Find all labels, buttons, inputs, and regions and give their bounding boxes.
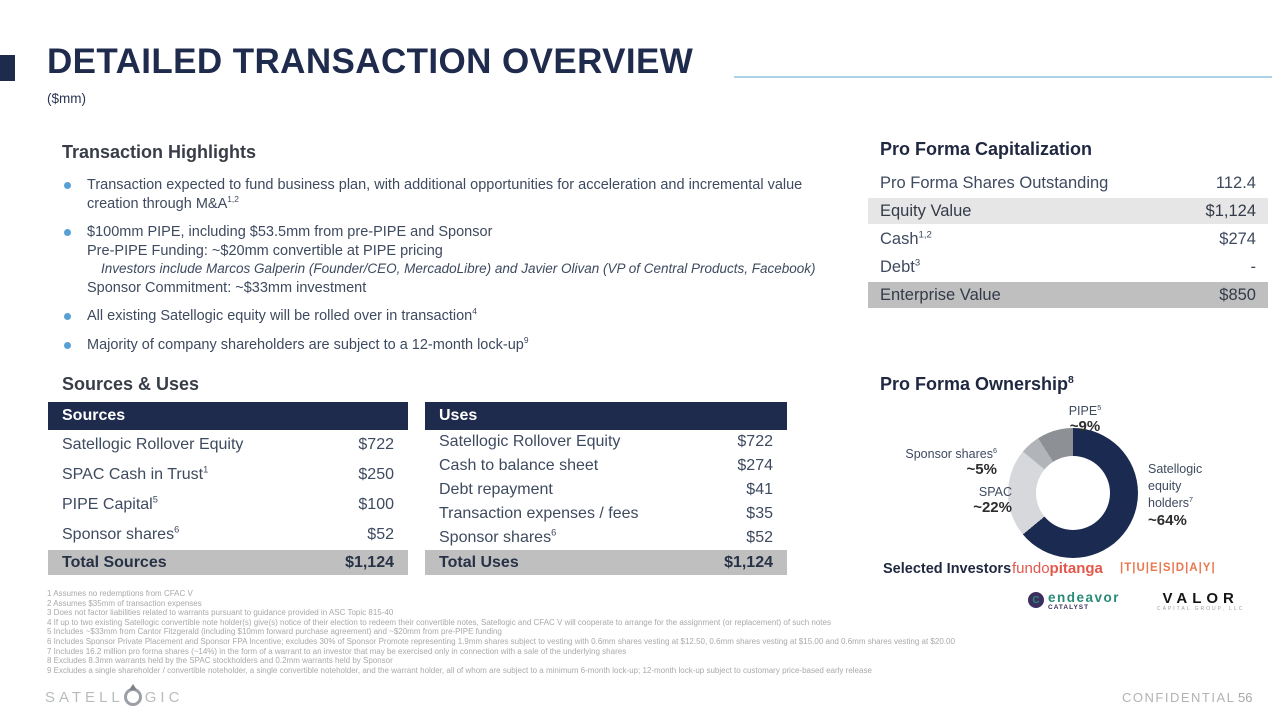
segment-label: Sponsor shares$^6$	[905, 445, 997, 461]
confidential-label: CONFIDENTIAL	[1122, 690, 1236, 705]
footnotes	[47, 589, 1257, 675]
selected-investors-label: Selected Investors	[883, 561, 1012, 577]
segment-pct: ~22%	[973, 499, 1012, 516]
row-label: Satellogic Rollover Equity	[62, 436, 244, 453]
segment-pct: ~5%	[966, 461, 997, 478]
row-value: $35	[746, 505, 773, 522]
sources-total-row	[48, 550, 408, 575]
segment-label: Satellogic equity holders$^7$	[1148, 462, 1203, 510]
sources-table-header: Sources	[48, 402, 408, 430]
highlight-bullet-1	[62, 176, 818, 213]
units-label: ($mm)	[47, 91, 86, 106]
segment-pct: ~9%	[1069, 418, 1101, 435]
highlight-2-line-4: Sponsor Commitment: ~$33mm investment	[87, 279, 367, 296]
ownership-donut	[1008, 428, 1138, 558]
row-label: Sponsor shares$^6$	[62, 524, 180, 543]
row-value: $100	[358, 496, 394, 513]
row-label: Total Uses	[439, 553, 519, 571]
row-label: Sponsor shares$^6$	[439, 527, 557, 546]
highlight-bullet-1-text	[87, 176, 818, 213]
tuesday-logo: |T|U|E|S|D|A|Y|	[1120, 562, 1216, 574]
table-row	[868, 254, 1268, 280]
uses-total-row	[425, 550, 787, 575]
donut-label-spac	[930, 484, 1012, 516]
highlight-2-investors-note: Investors include Marcos Galperin (Founder/CEO, MercadoLibre) and Javier Olivan (VP of Central Products, Facebook)	[101, 261, 816, 276]
footnote: 8 Excludes 8.3mm warrants held by the SPAC stockholders and 0.2mm warrants held by Sponsor	[47, 656, 393, 666]
row-label: Debt$^3$	[880, 257, 921, 276]
row-value: $52	[367, 526, 394, 543]
row-value: 112.4	[1215, 173, 1256, 192]
row-value: $250	[358, 466, 394, 483]
highlight-3-footref: 4	[472, 306, 477, 317]
donut-label-sponsor-shares	[897, 446, 997, 478]
row-label: SPAC Cash in Trust$^1$	[62, 464, 209, 483]
highlight-bullet-4-text	[87, 336, 529, 355]
valor-sub: CAPITAL GROUP, LLC	[1157, 606, 1245, 612]
table-row	[425, 526, 787, 550]
row-label: Pro Forma Shares Outstanding	[880, 173, 1109, 192]
highlight-bullet-2-text	[87, 223, 816, 297]
transaction-highlights-section	[62, 142, 818, 364]
footnote: 1 Assumes no redemptions from CFAC V	[47, 589, 193, 598]
row-value: $722	[737, 433, 773, 450]
highlight-4-footref: 9	[523, 334, 529, 345]
uses-table-header: Uses	[425, 402, 787, 430]
donut-hole	[1036, 456, 1110, 530]
segment-pct: ~64%	[1148, 512, 1187, 529]
footnote: 3 Does not factor liabilities related to warrants pursuant to guidance provided in ASC Topic 815-40	[47, 608, 394, 618]
transaction-highlights-title: Transaction Highlights	[62, 142, 257, 162]
footnote: 6 Includes Sponsor Private Placement and Sponsor FPA Incentive; excludes 30% of Sponsor Promote representing 1.9mm shares subject to vesting with 0.6mm shares vesting at $12.50, 0.6mm shares vesting at $15.00 and 0.6mm shares vesting at $20.00	[47, 636, 955, 646]
endeavor-sub: CATALYST	[1048, 604, 1090, 611]
table-row	[425, 454, 787, 478]
highlight-2-line-1: $100mm PIPE, including $53.5mm from pre-PIPE and Sponsor	[87, 224, 493, 240]
footnote: 7 Includes 16.2 million pro forma shares (~14%) in the form of a warrant to an investor that may be exercised only in connection with a sale of the underlying shares	[47, 646, 627, 656]
row-label: Transaction expenses / fees	[439, 505, 639, 522]
donut-label-satellogic-holders	[1148, 461, 1228, 529]
footnote: 9 Excludes a single shareholder / convertible noteholder, a single convertible noteholder, and the warrant holder, all of whom are subject to a minimum 6-month lock-up; 12-month lock-up subject to customary price-based early release	[47, 665, 872, 675]
capitalization-table	[868, 170, 1268, 310]
row-value: $41	[746, 481, 773, 498]
bullet-dot-icon	[64, 229, 71, 236]
table-row	[868, 198, 1268, 224]
footnote: 5 Includes ~$33mm from Cantor Fitzgerald (including $10mm forward purchase agreement) and ~$20mm from pre-PIPE funding	[47, 627, 502, 637]
table-row	[48, 430, 408, 460]
satellogic-logo-text-left: SATELL	[45, 688, 124, 706]
valor-name: VALOR	[1162, 590, 1239, 607]
row-value: $1,124	[724, 553, 773, 571]
table-row	[868, 226, 1268, 252]
row-label: Enterprise Value	[880, 285, 1001, 304]
title-accent-square	[0, 55, 15, 81]
fundo-pitanga-logo: fundopitanga	[1012, 560, 1103, 577]
highlight-4-body: Majority of company shareholders are subject to a 12-month lock-up	[87, 336, 524, 353]
row-value: $274	[737, 457, 773, 474]
highlight-3-body: All existing Satellogic equity will be rolled over in transaction	[87, 308, 473, 324]
row-label: Cash to balance sheet	[439, 457, 599, 474]
table-row	[48, 490, 408, 520]
row-label: Debt repayment	[439, 481, 553, 498]
highlight-2-line-2: Pre-PIPE Funding: ~$20mm convertible at PIPE pricing	[87, 242, 443, 259]
row-label: Total Sources	[62, 553, 167, 571]
sources-table	[48, 402, 408, 575]
table-row	[48, 520, 408, 550]
satellogic-logo	[45, 688, 183, 706]
row-value: $52	[746, 529, 773, 546]
table-row	[868, 282, 1268, 308]
highlight-1-body: Transaction expected to fund business plan, with additional opportunities for acceleration and incremental value creation through M&A	[87, 177, 803, 212]
bullet-dot-icon	[64, 313, 71, 320]
row-value: $274	[1219, 229, 1256, 248]
segment-label: SPAC	[978, 485, 1012, 499]
satellogic-logo-text-right: GIC	[144, 688, 184, 706]
segment-label: PIPE$^5$	[1068, 402, 1102, 418]
footnote: 2 Assumes $35mm of transaction expenses	[47, 598, 202, 608]
endeavor-catalyst-icon: C	[1028, 592, 1044, 608]
row-label: PIPE Capital$^5$	[62, 494, 158, 513]
row-label: Cash$^{1,2}$	[880, 229, 932, 248]
endeavor-name: endeavor	[1048, 590, 1121, 605]
row-label: Equity Value	[880, 201, 972, 220]
ownership-title: Pro Forma Ownership$^8$	[880, 374, 1074, 394]
capitalization-title: Pro Forma Capitalization	[880, 139, 1093, 159]
satellogic-orbit-icon	[124, 688, 142, 706]
page-title: DETAILED TRANSACTION OVERVIEW	[47, 42, 694, 81]
row-value: $1,124	[345, 553, 394, 571]
highlight-bullet-4	[62, 336, 818, 355]
highlight-bullet-2	[62, 223, 818, 297]
table-row	[425, 502, 787, 526]
page-number: 56	[1238, 690, 1253, 705]
uses-table	[425, 402, 787, 575]
bullet-dot-icon	[64, 342, 71, 349]
footnote: 4 If up to two existing Satellogic convertible note holder(s) give(s) notice of their election to redeem their convertible notes, Satellogic and CFAC V will cooperate to arrange for the assignment (or replacement) of such notes	[47, 617, 831, 627]
table-row	[425, 478, 787, 502]
row-value: $850	[1219, 285, 1256, 304]
donut-label-pipe	[1040, 403, 1130, 435]
highlight-bullet-3-text	[87, 307, 477, 326]
table-row	[48, 460, 408, 490]
bullet-dot-icon	[64, 182, 71, 189]
row-label: Satellogic Rollover Equity	[439, 433, 621, 450]
row-value: $1,124	[1205, 201, 1256, 220]
highlight-1-footref: 1,2	[227, 193, 239, 204]
row-value: -	[1250, 257, 1256, 276]
highlight-bullet-3	[62, 307, 818, 326]
sources-uses-title: Sources & Uses	[62, 374, 200, 394]
table-row	[868, 170, 1268, 196]
table-row	[425, 430, 787, 454]
row-value: $722	[358, 436, 394, 453]
title-underline	[734, 76, 1272, 78]
